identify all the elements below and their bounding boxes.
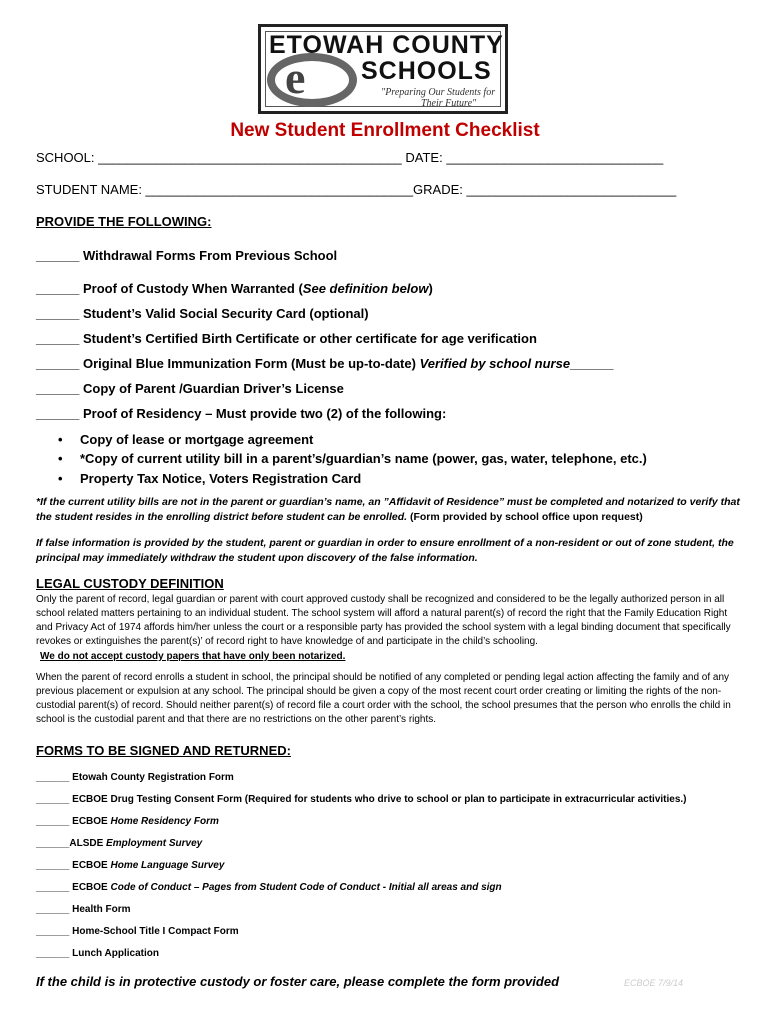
form-item[interactable]: ______ ECBOE Home Residency Form [36,816,219,827]
bullet-item: • *Copy of current utility bill in a parent’s/guardian’s name (power, gas, water, telephone, etc.) [58,451,647,466]
checklist-item[interactable]: ______ Original Blue Immunization Form (Must be up-to-date) Verified by school nurse______ [36,356,614,371]
form-item[interactable]: ______ Health Form [36,904,131,915]
logo-swoosh-icon [267,53,357,107]
bullet-icon: • [58,451,63,466]
checklist-item[interactable]: ______ Student’s Valid Social Security Card (optional) [36,306,369,321]
bullet-item: • Property Tax Notice, Voters Registration Card [58,471,362,486]
false-info-note: If false information is provided by the student, parent or guardian in order to ensure enrollment of a non-resident or out of zone student, the principal may immediately withdraw the student upon discovery of the false information. [36,537,734,564]
notarized-note: We do not accept custody papers that have only been notarized. [40,651,346,662]
utility-note: *If the current utility bills are not in the parent or guardian’s name, an ”Affidavit of Residence” must be completed and notarized to verify that the student resides in the enrolling district before student can be enrolled. (Form provided by school office upon request) [36,496,740,523]
form-item[interactable]: ______ALSDE Employment Survey [36,838,203,849]
school-logo: e ETOWAH COUNTY SCHOOLS "Preparing Our Students for Their Future" [258,24,508,114]
checklist-item[interactable]: ______ Withdrawal Forms From Previous School [36,248,338,263]
foster-care-note: If the child is in protective custody or foster care, please complete the form provided [36,974,560,989]
form-item[interactable]: ______ ECBOE Home Language Survey [36,860,225,871]
court-order-paragraph: When the parent of record enrolls a student in school, the principal should be notified of any completed or pending legal action affecting the family and of any previous placement or expulsion at any school. The principal should be given a copy of the most recent court order creating or limiting the rights of the non-custodial parent(s) of record. Should neither parent(s) of record file a court order with the school, the school presumes that the person who enrolls the child in school is the custodial parent and that there are no restrictions on the other parent’s rights. [36,672,731,725]
bullet-icon: • [58,471,63,486]
form-item[interactable]: ______ ECBOE Code of Conduct – Pages from Student Code of Conduct - Initial all areas and sign [36,882,502,893]
bullet-item: • Copy of lease or mortgage agreement [58,432,314,447]
logo-slogan: "Preparing Our Students for Their Future" [381,87,496,109]
form-item[interactable]: ______ Lunch Application [36,948,159,959]
student-grade-field[interactable]: STUDENT NAME: _____________________________________GRADE: _____________________________ [36,182,677,197]
checklist-item[interactable]: ______ Proof of Custody When Warranted (See definition below) [36,281,433,296]
document-code: ECBOE 7/9/14 [624,978,684,988]
provide-heading: PROVIDE THE FOLLOWING: [36,214,212,229]
school-date-field[interactable]: SCHOOL: __________________________________________ DATE: ______________________________ [36,150,664,165]
checklist-item[interactable]: ______ Student’s Certified Birth Certificate or other certificate for age verification [36,331,537,346]
checklist-item[interactable]: ______ Proof of Residency – Must provide two (2) of the following: [36,406,447,421]
page-title: New Student Enrollment Checklist [230,120,540,141]
form-item[interactable]: ______ ECBOE Drug Testing Consent Form (Required for students who drive to school or plan to participate in extracurricular activities.) [36,794,687,805]
legal-custody-paragraph: Only the parent of record, legal guardian or parent with court approved custody shall be recognized and considered to be the legally authorized person in all school related matters pertaining to an individual student. The school system will afford a natural parent(s) of record the right that the Family Education Right and Privacy Act of 1974 affords him/her unless the court or a responsible party has provided the school system with a legal binding document that specifically revokes or extinguishes the parent(s)’ of record right to have knowledge of and participate in the child’s schooling. [36,594,731,647]
logo-line-2: SCHOOLS [361,57,492,85]
checklist-item[interactable]: ______ Copy of Parent /Guardian Driver’s License [36,381,344,396]
form-item[interactable]: ______ Etowah County Registration Form [36,772,234,783]
form-item[interactable]: ______ Home-School Title I Compact Form [36,926,239,937]
legal-custody-heading: LEGAL CUSTODY DEFINITION [36,576,224,591]
logo-line-1: ETOWAH COUNTY [269,31,504,59]
bullet-icon: • [58,432,63,447]
forms-heading: FORMS TO BE SIGNED AND RETURNED: [36,743,291,758]
